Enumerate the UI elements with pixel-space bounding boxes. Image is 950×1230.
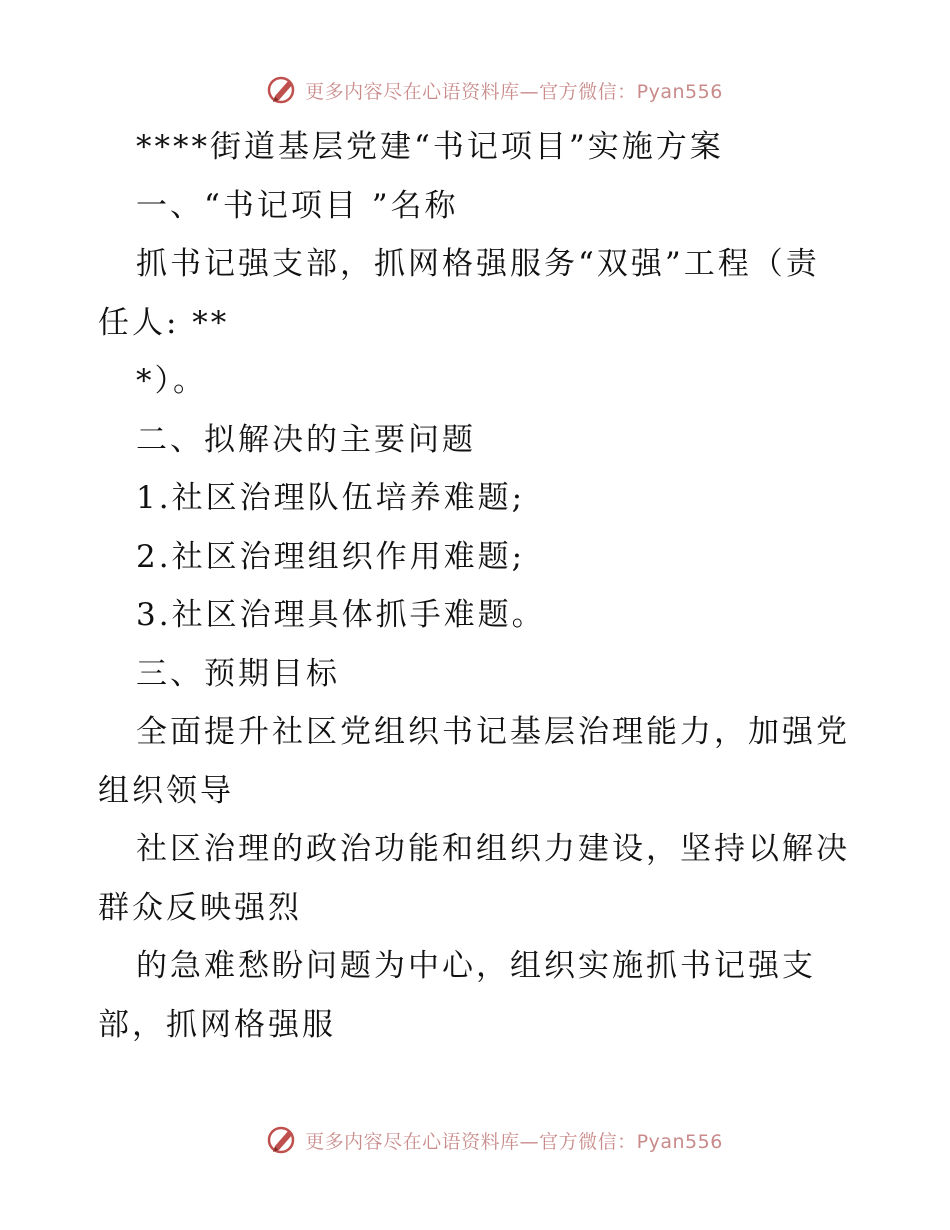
paragraph-line: 的急难愁盼问题为中心，组织实施抓书记强支 <box>136 948 816 984</box>
pen-logo-icon <box>267 74 299 106</box>
header-banner <box>0 70 950 110</box>
header-banner-content <box>267 74 723 106</box>
paragraph-line: 抓书记强支部，抓网格强服务“双强”工程（责 <box>136 246 820 282</box>
section-heading-2: 二、拟解决的主要问题 <box>136 421 476 458</box>
paragraph-line: 部，抓网格强服 <box>98 1006 336 1043</box>
header-banner-text: 更多内容尽在心语资料库—官方微信：Pyan556 <box>305 80 723 103</box>
section-heading-1: 一、“书记项目 ”名称 <box>136 187 459 224</box>
footer-banner <box>0 1120 950 1160</box>
list-item: 2.社区治理组织作用难题; <box>136 538 526 575</box>
paragraph-line: 组织领导 <box>98 772 234 809</box>
paragraph-line: 社区治理的政治功能和组织力建设，坚持以解决 <box>136 831 850 867</box>
footer-banner-content <box>267 1124 723 1156</box>
document-body <box>98 118 858 1054</box>
list-item: 3.社区治理具体抓手难题。 <box>136 597 546 633</box>
paragraph-line: 全面提升社区党组织书记基层治理能力，加强党 <box>136 714 850 750</box>
paragraph-line: *）。 <box>136 363 207 399</box>
section-heading-3: 三、预期目标 <box>136 655 340 692</box>
paragraph-line: 群众反映强烈 <box>98 889 302 926</box>
pen-logo-icon <box>267 1124 299 1156</box>
list-item: 1.社区治理队伍培养难题; <box>136 480 526 516</box>
footer-banner-text: 更多内容尽在心语资料库—官方微信：Pyan556 <box>305 1130 723 1153</box>
document-title: ****街道基层党建“书记项目”实施方案 <box>136 129 724 165</box>
paragraph-line: 任人: ** <box>98 304 230 341</box>
